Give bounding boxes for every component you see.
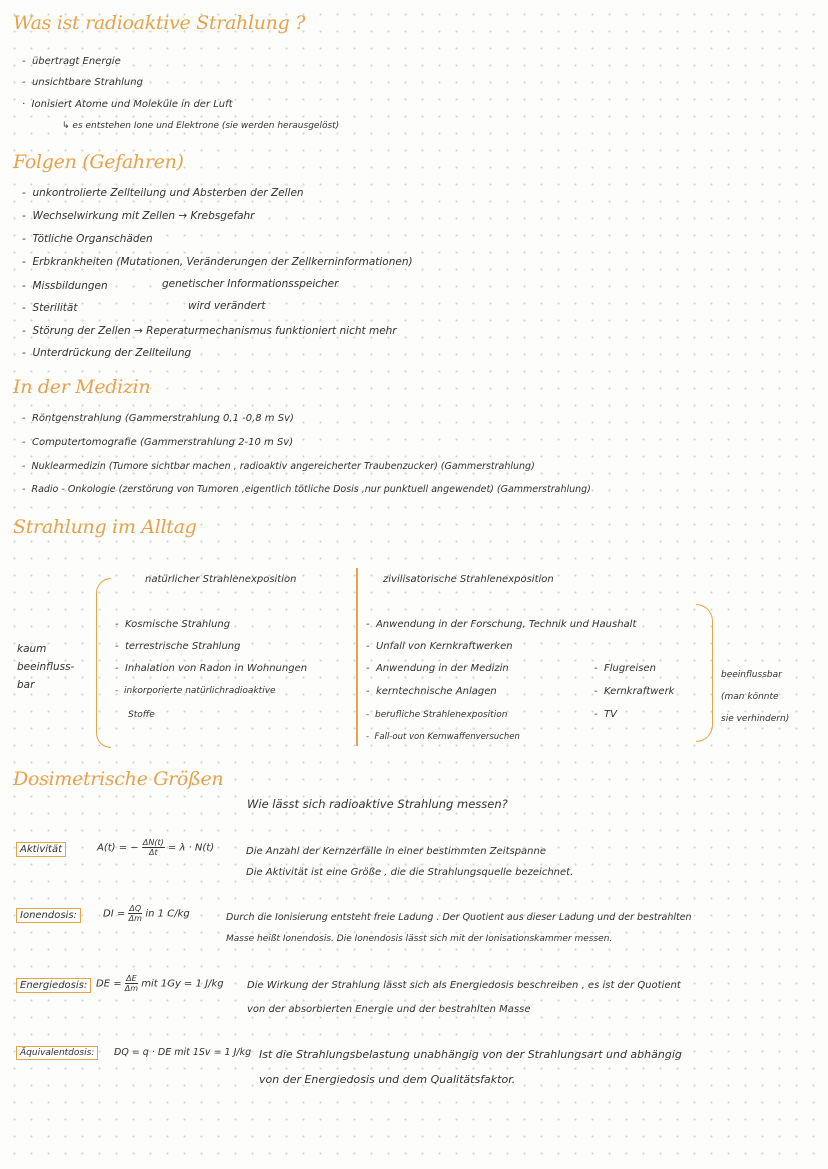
item-text: TV [603,709,617,720]
denominator: Δt [148,848,158,857]
column-head-civilizational: zivilisatorische Strahlenexposition [383,574,554,585]
list-item: - berufliche Strahlenexposition [366,710,508,720]
denominator: Δm [124,984,139,993]
item-text: Anwendung in der Forschung, Technik und Haushalt [375,619,637,630]
list-item: - Tötliche Organschäden [22,233,153,245]
label-activity: Aktivität [16,842,66,857]
item-text: Anwendung in der Medizin [375,663,509,674]
list-item: - unkontrolierte Zellteilung und Absterben der Zellen [22,187,304,199]
label-influenceable [721,664,789,730]
list-item: - Erbkrankheiten (Mutationen, Veränderungen der Zellkerninformationen) [22,256,413,268]
item-text: Wechselwirkung mit Zellen → Krebsgefahr [32,210,255,222]
item-text: terrestrische Strahlung [124,641,241,652]
denominator: Δm [128,914,142,923]
list-item: - Röntgenstrahlung (Gammerstrahlung 0,1 -0,8 m Sv) [22,413,294,424]
item-text: Unterdrückung der Zellteilung [32,347,192,359]
list-item: - Anwendung in der Forschung, Technik und Haushalt [366,619,637,630]
list-item: - kerntechnische Anlagen [366,686,497,697]
formula-part: DI = [103,908,126,920]
item-text: Erbkrankheiten (Mutationen, Veränderungen der Zellkerninformationen) [32,256,413,268]
heading-radioactive-radiation: Was ist radioaktive Strahlung ? [13,12,306,34]
right-brace [696,604,713,742]
formula-part: DE = [96,978,122,990]
formula-part: in 1 C/kg [145,908,190,920]
formula-activity [97,838,214,857]
label-line: (man könnte [721,692,779,702]
list-item: - Störung der Zellen → Reperaturmechanismus funktioniert nicht mehr [22,325,397,337]
formula-ion-dose [103,904,190,923]
list-item: - Wechselwirkung mit Zellen → Krebsgefahr [22,210,255,222]
item-text: kerntechnische Anlagen [375,686,497,697]
description-line: Durch die Ionisierung entsteht freie Ladung . Der Quotient aus dieser Ladung und der bestrahlten [226,912,692,923]
label-hardly-influenceable [17,640,74,694]
list-item: - Flugreisen [594,663,656,674]
label-ion-dose: Ionendosis: [16,908,81,923]
list-item: - Radio - Onkologie (zerstörung von Tumoren ,eigentlich tötliche Dosis ,nur punktuell angewendet) (Gammerstrahlung) [22,484,591,495]
label-line: bar [17,679,35,691]
fraction [125,974,138,993]
list-item: · Ionisiert Atome und Moleküle in der Luft [22,99,233,110]
numerator: ΔQ [129,904,142,913]
formula-part: mit 1Gy = 1 J/kg [141,978,224,990]
item-text: Computertomografie (Gammerstrahlung 2-10 m Sv) [31,437,294,448]
numerator: ΔE [126,974,137,983]
item-text: Störung der Zellen → Reperaturmechanismus funktioniert nicht mehr [32,325,397,337]
list-item: - unsichtbare Strahlung [22,77,143,88]
label-energy-dose: Energiedosis: [16,978,91,993]
list-item: - Kosmische Strahlung [115,619,231,630]
label-line: kaum [17,643,47,655]
description-line: Die Wirkung der Strahlung lässt sich als Energiedosis beschreiben , es ist der Quotient [247,980,681,991]
item-text: Inhalation von Radon in Wohnungen [124,663,308,674]
item-text: Kernkraftwerk [603,686,675,697]
heading-everyday-radiation: Strahlung im Alltag [13,516,197,538]
list-item: - Fall-out von Kernwaffenversuchen [366,732,520,742]
item-text: Missbildungen [32,280,108,292]
label-line: beeinflussbar [721,670,782,680]
item-text: übertragt Energie [31,56,121,67]
list-item: - übertragt Energie [22,56,121,67]
list-item: - Inhalation von Radon in Wohnungen [115,663,308,674]
list-item: - Unfall von Kernkraftwerken [366,641,513,652]
list-item: - Computertomografie (Gammerstrahlung 2-10 m Sv) [22,437,294,448]
item-text: Fall-out von Kernwaffenversuchen [374,732,520,742]
item-text: Röntgenstrahlung (Gammerstrahlung 0,1 -0,8 m Sv) [31,413,294,424]
item-text: Radio - Onkologie (zerstörung von Tumoren ,eigentlich tötliche Dosis ,nur punktuell angewendet) (Gammerstrahlung) [31,484,591,495]
formula-energy-dose [96,974,224,993]
item-text: unsichtbare Strahlung [31,77,143,88]
description-line: von der Energiedosis und dem Qualitätsfaktor. [259,1073,516,1086]
item-text: Tötliche Organschäden [32,233,153,245]
item-text: Unfall von Kernkraftwerken [375,641,513,652]
label-line: beeinfluss- [17,661,75,673]
list-item: - terrestrische Strahlung [115,641,241,652]
list-item: - Unterdrückung der Zellteilung [22,347,192,359]
description-line: Masse heißt Ionendosis. Die Ionendosis lässt sich mit der Ionisationskammer messen. [226,934,613,944]
heading-dosimetric-quantities: Dosimetrische Größen [13,768,224,790]
numerator: ΔN(t) [142,838,164,847]
list-item: - Nuklearmedizin (Tumore sichtbar machen , radioaktiv angereicherter Traubenzucker) (Gammerstrahlung) [22,461,535,472]
item-text: Sterilität [32,302,78,314]
note-genetic: genetischer Informationsspeicher [162,278,339,290]
list-item-cont: Stoffe [128,710,155,720]
list-item: - Missbildungen [22,280,108,292]
item-text: inkorporierte natürlichradioaktive [123,686,276,696]
item-text: unkontrolierte Zellteilung und Absterben der Zellen [32,187,304,199]
description-line: Die Aktivität ist eine Größe , die die Strahlungsquelle bezeichnet. [246,867,574,878]
list-item: - Anwendung in der Medizin [366,663,509,674]
label-equivalent-dose: Äquivalentdosis: [16,1046,98,1060]
item-text: Ionisiert Atome und Moleküle in der Luft [31,99,233,110]
description-line: von der absorbierten Energie und der bestrahlten Masse [247,1004,531,1015]
fraction [128,904,142,923]
list-item: - TV [594,709,617,720]
question: Wie lässt sich radioaktive Strahlung messen? [247,797,508,811]
note-changed: wird verändert [188,300,266,312]
description-line: Ist die Strahlungsbelastung unabhängig von der Strahlungsart und abhängig [259,1048,682,1061]
item-text: Nuklearmedizin (Tumore sichtbar machen , radioaktiv angereicherter Traubenzucker) (Gammerstrahlung) [31,461,535,472]
label-line: sie verhindern) [721,714,790,724]
item-text: Flugreisen [603,663,656,674]
heading-consequences: Folgen (Gefahren) [13,151,184,173]
list-item: - Kernkraftwerk [594,686,675,697]
item-text: berufliche Strahlenexposition [374,710,508,720]
item-text: Kosmische Strahlung [124,619,231,630]
fraction [142,838,165,857]
column-head-natural: natürlicher Strahlenexposition [145,574,297,585]
list-item: - Sterilität [22,302,78,314]
formula-part: = λ · N(t) [167,842,215,854]
description-line: Die Anzahl der Kernzerfälle in einer bestimmten Zeitspanne [246,846,547,857]
column-divider [356,568,358,746]
list-item: - inkorporierte natürlichradioaktive [115,686,276,696]
heading-medicine: In der Medizin [13,376,151,398]
sub-note: ↳ es entstehen Ione und Elektrone (sie werden herausgelöst) [62,121,340,131]
left-brace [96,578,111,748]
formula-part: A(t) = − [97,842,139,854]
formula-equivalent-dose: DQ = q · DE mit 1Sv = 1 J/kg [114,1047,252,1058]
